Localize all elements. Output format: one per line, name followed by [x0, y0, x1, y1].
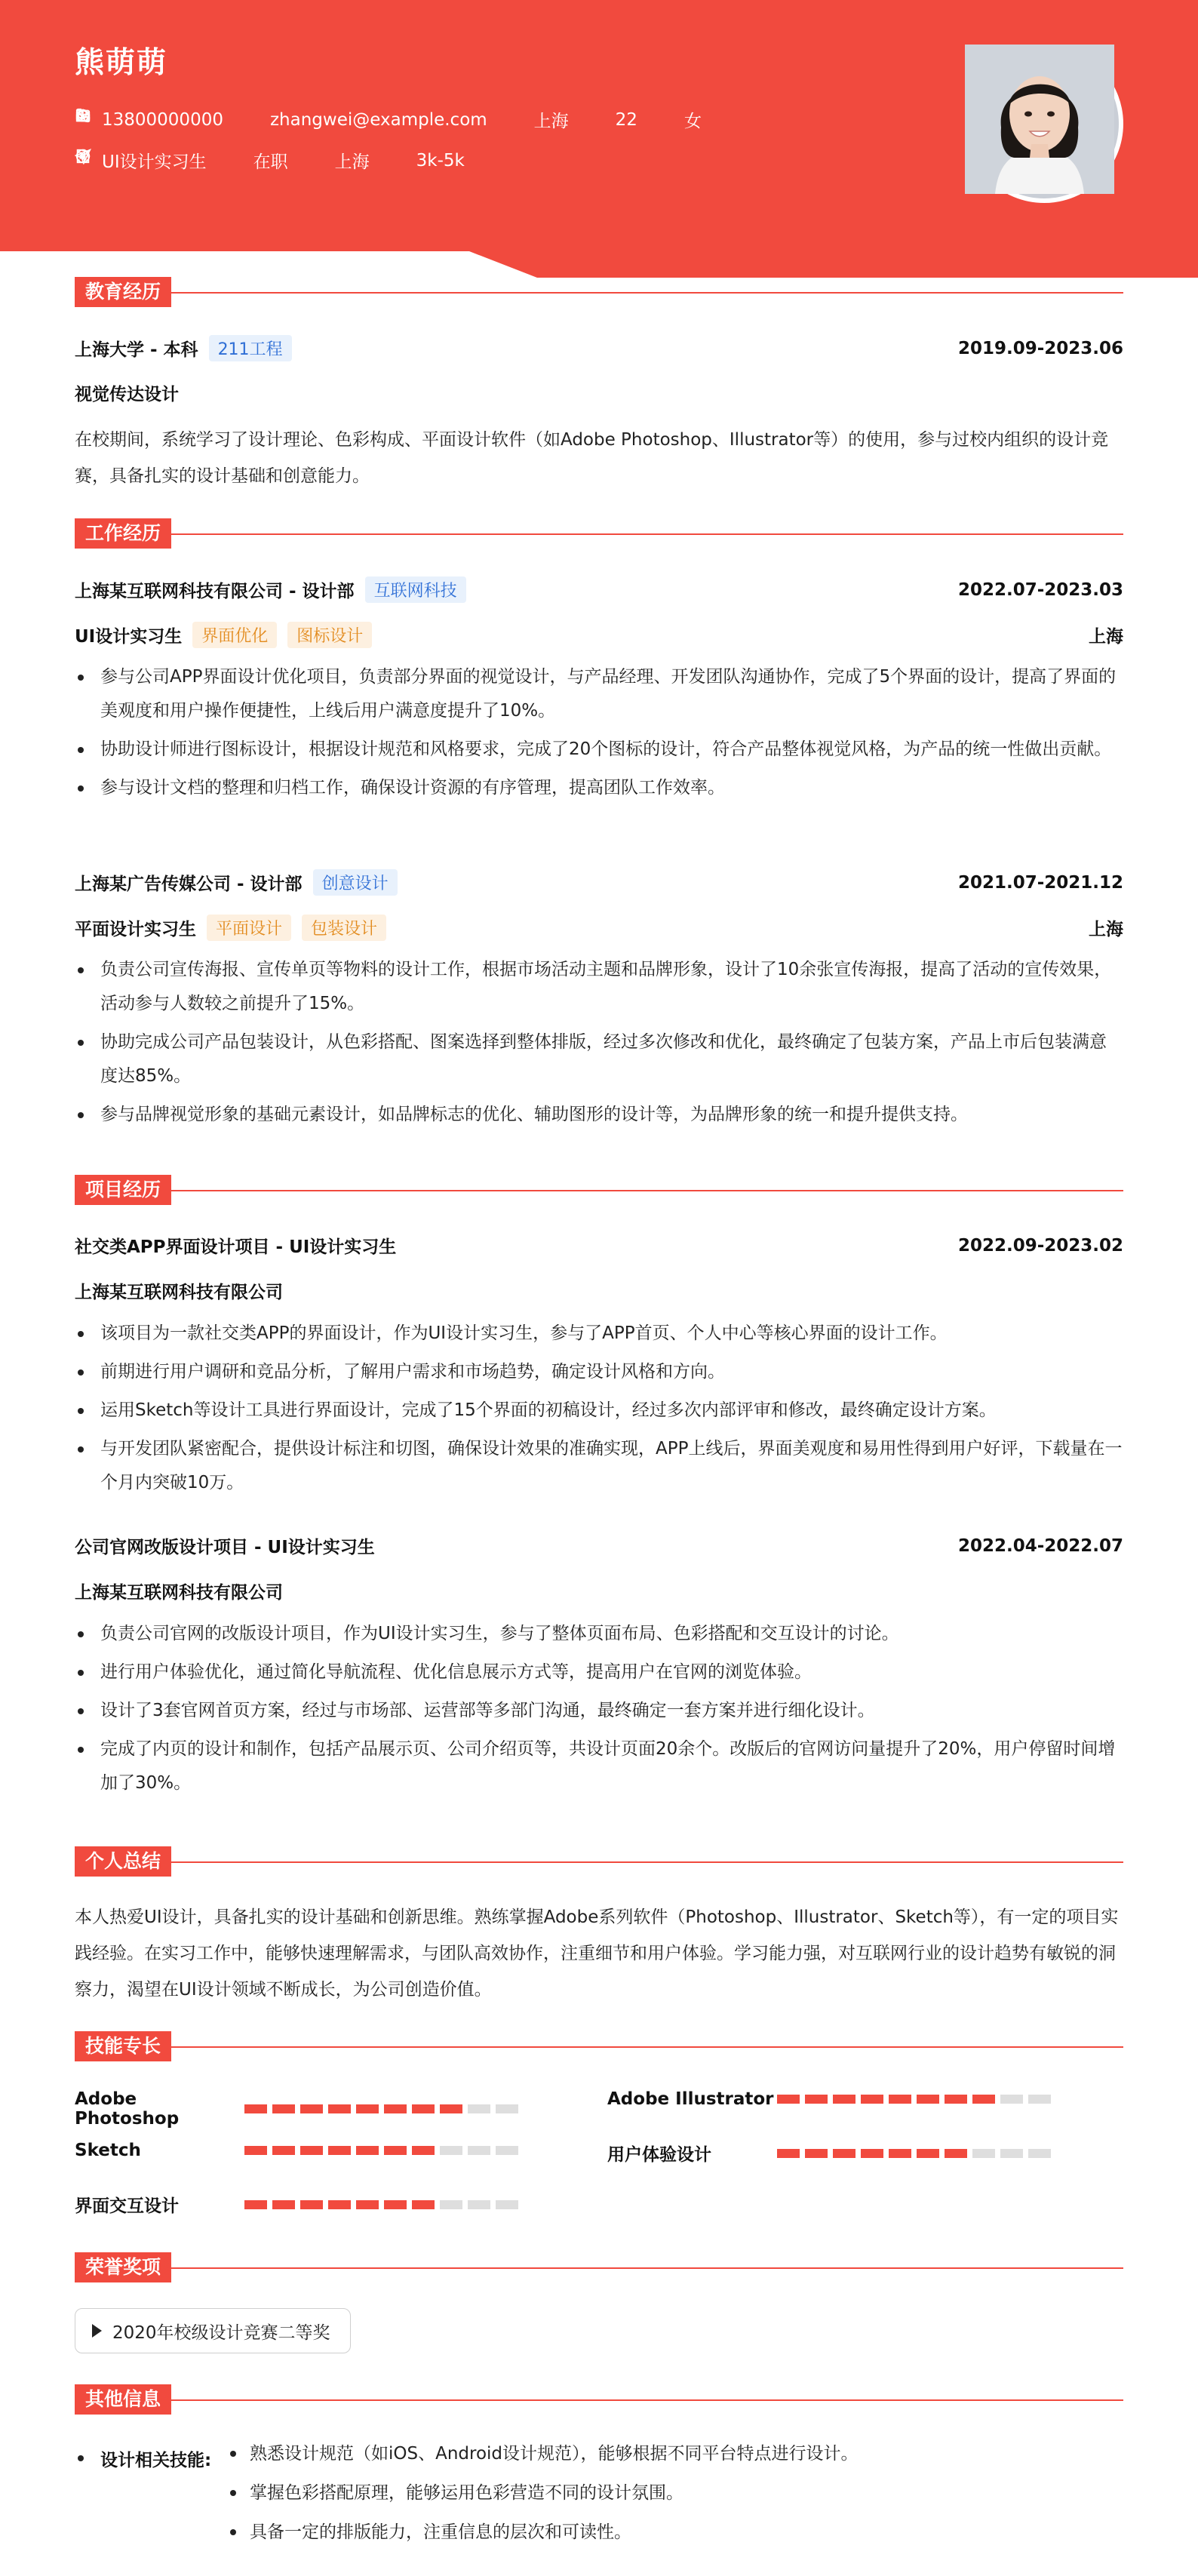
project-name: 公司官网改版设计项目 - UI设计实习生	[75, 1538, 375, 1557]
skill-segment-filled	[272, 2146, 295, 2155]
skill-name: Sketch	[75, 2141, 141, 2160]
section-title: 其他信息	[75, 2384, 171, 2415]
skill-segment-filled	[861, 2095, 883, 2104]
other-header	[75, 2384, 1123, 2415]
section-divider	[75, 1190, 1123, 1191]
list-item: 完成了内页的设计和制作，包括产品展示页、公司介绍页等，共设计页面20余个。改版后的官网访问量提升了20%，用户停留时间增加了30%。	[75, 1732, 1123, 1800]
section-title: 个人总结	[75, 1846, 171, 1877]
job-city: 上海	[1089, 627, 1123, 647]
skill-segment-empty	[496, 2200, 518, 2209]
list-item: 熟悉设计规范（如iOS、Android设计规范），能够根据不同平台特点进行设计。	[226, 2437, 859, 2470]
list-item: 具备一定的排版能力，注重信息的层次和可读性。	[226, 2516, 859, 2549]
other-section	[75, 2384, 1123, 2565]
status-text: 在职	[253, 152, 288, 172]
skill-segment-filled	[356, 2146, 379, 2155]
skill-segment-filled	[777, 2149, 800, 2158]
list-item: 进行用户体验优化，通过简化导航流程、优化信息展示方式等，提高用户在官网的浏览体验。	[75, 1655, 1123, 1689]
skill-segment-empty	[1000, 2095, 1023, 2104]
email-text: zhangwei@example.com	[269, 109, 487, 130]
job-city: 上海	[1089, 920, 1123, 939]
job-company-row	[75, 869, 1123, 896]
skill-name: 界面交互设计	[75, 2196, 179, 2216]
education-header	[75, 277, 1123, 307]
work-city-item	[308, 148, 370, 173]
skill-segment-filled	[300, 2146, 323, 2155]
skill-segment-filled	[945, 2095, 967, 2104]
job-role: 平面设计实习生	[75, 920, 196, 939]
school-tag: 211工程	[209, 335, 292, 361]
skill-segment-filled	[328, 2200, 351, 2209]
skill-segment-filled	[412, 2146, 435, 2155]
skill-segment-empty	[496, 2104, 518, 2113]
list-item: 该项目为一款社交类APP的界面设计，作为UI设计实习生，参与了APP首页、个人中心等核心界面的设计工作。	[75, 1317, 1123, 1351]
section-divider	[75, 533, 1123, 535]
project-name-row	[75, 1233, 1123, 1258]
gender-text: 女	[683, 112, 702, 131]
position-text: UI设计实习生	[102, 152, 207, 172]
age-item	[588, 110, 637, 130]
work-city-text: 上海	[334, 152, 370, 172]
avatar-photo	[969, 49, 1119, 198]
projects-header	[75, 1175, 1123, 1205]
job-role-row	[75, 915, 1123, 941]
skill-segment-filled	[889, 2095, 911, 2104]
awards-header	[75, 2252, 1123, 2282]
skill-item	[75, 2089, 524, 2129]
skill-segment-empty	[1000, 2149, 1023, 2158]
gender-item	[657, 107, 702, 132]
skill-segment-filled	[833, 2149, 855, 2158]
list-item: 参与设计文档的整理和归档工作，确保设计资源的有序管理，提高团队工作效率。	[75, 771, 1123, 805]
skill-segment-filled	[440, 2104, 462, 2113]
skill-segment-filled	[384, 2200, 407, 2209]
education-section	[75, 277, 1123, 496]
skill-segment-empty	[1028, 2095, 1051, 2104]
summary-section	[75, 1846, 1123, 2027]
skill-segment-filled	[833, 2095, 855, 2104]
home-icon	[507, 112, 524, 128]
award-text: 2020年校级设计竞赛二等奖	[112, 2322, 330, 2343]
job-role: UI设计实习生	[75, 627, 183, 647]
skills-header	[75, 2031, 1123, 2061]
skill-name: Adobe Photoshop	[75, 2089, 180, 2129]
skill-segment-filled	[384, 2104, 407, 2113]
skill-segment-empty	[440, 2146, 462, 2155]
phone-text: 13800000000	[102, 109, 223, 130]
money-icon	[389, 152, 406, 169]
work-header	[75, 518, 1123, 549]
skill-segment-filled	[412, 2200, 435, 2209]
section-divider	[75, 2046, 1123, 2048]
list-item: 协助设计师进行图标设计，根据设计规范和风格要求，完成了20个图标的设计，符合产品整体视觉风格，为产品的统一性做出贡献。	[75, 733, 1123, 767]
email-item	[243, 110, 487, 130]
section-title: 项目经历	[75, 1175, 171, 1205]
education-date: 2019.09-2023.06	[957, 338, 1123, 358]
awards-section	[75, 2252, 1123, 2358]
education-school-row	[75, 335, 1123, 361]
section-title: 教育经历	[75, 277, 171, 307]
skill-item	[75, 2192, 524, 2217]
building-icon	[308, 152, 324, 169]
job-date: 2022.07-2023.03	[957, 579, 1123, 600]
skill-segment-filled	[972, 2095, 995, 2104]
skill-level-bar	[777, 2149, 1056, 2158]
list-item: 负责公司宣传海报、宣传单页等物料的设计工作，根据市场活动主题和品牌形象，设计了10余张宣传海报，提高了活动的宣传效果，活动参与人数较之前提升了15%。	[75, 953, 1123, 1021]
position-item	[75, 148, 207, 173]
other-label: 设计相关技能:	[75, 2446, 211, 2471]
skill-segment-empty	[496, 2146, 518, 2155]
section-divider	[75, 2399, 1123, 2401]
skill-name: 用户体验设计	[607, 2145, 711, 2165]
skill-level-bar	[777, 2095, 1056, 2104]
company-tag: 创意设计	[313, 869, 398, 896]
list-item: 掌握色彩搭配原理，能够运用色彩营造不同的设计氛围。	[226, 2476, 859, 2510]
location-text: 上海	[533, 112, 569, 131]
skill-segment-filled	[272, 2104, 295, 2113]
job-bullets	[75, 953, 1123, 1136]
project-company-row	[75, 1578, 1123, 1603]
contact-row	[75, 107, 721, 132]
resume-header	[0, 0, 1198, 279]
work-section	[75, 518, 1123, 1145]
skill-segment-filled	[917, 2149, 939, 2158]
skill-segment-filled	[244, 2146, 267, 2155]
job-intent-row	[75, 148, 484, 173]
skill-level-bar	[244, 2146, 524, 2155]
award-item[interactable]	[75, 2308, 351, 2353]
skill-segment-filled	[244, 2104, 267, 2113]
skill-segment-filled	[861, 2149, 883, 2158]
skill-segment-filled	[945, 2149, 967, 2158]
list-item: 运用Sketch等设计工具进行界面设计，完成了15个界面的初稿设计，经过多次内部评审和修改，最终确定设计方案。	[75, 1394, 1123, 1428]
project-company: 上海某互联网科技有限公司	[75, 1283, 283, 1302]
projects-section	[75, 1175, 1123, 1824]
project-company: 上海某互联网科技有限公司	[75, 1583, 283, 1603]
role-tag: 图标设计	[287, 622, 372, 648]
role-tag: 界面优化	[192, 622, 277, 648]
section-divider	[75, 2267, 1123, 2269]
skill-segment-filled	[272, 2200, 295, 2209]
project-name-row	[75, 1533, 1123, 1558]
list-item: 参与品牌视觉形象的基础元素设计，如品牌标志的优化、辅助图形的设计等，为品牌形象的统一和提升提供支持。	[75, 1098, 1123, 1132]
skill-item	[607, 2141, 1056, 2166]
salary-text: 3k-5k	[416, 150, 465, 171]
summary-header	[75, 1846, 1123, 1877]
list-item: 负责公司官网的改版设计项目，作为UI设计实习生，参与了整体页面布局、色彩搭配和交互设计的讨论。	[75, 1617, 1123, 1651]
skill-segment-filled	[805, 2095, 828, 2104]
section-divider	[75, 1861, 1123, 1863]
list-item: 前期进行用户调研和竞品分析，了解用户需求和市场趋势，确定设计风格和方向。	[75, 1355, 1123, 1389]
job-company: 上海某互联网科技有限公司 - 设计部	[75, 582, 355, 601]
project-date: 2022.04-2022.07	[957, 1535, 1123, 1556]
skill-segment-filled	[244, 2200, 267, 2209]
other-list	[226, 2437, 859, 2555]
project-bullets	[75, 1617, 1123, 1805]
skill-item	[75, 2141, 524, 2160]
skill-segment-filled	[356, 2104, 379, 2113]
job-role-row	[75, 622, 1123, 648]
cake-icon	[588, 112, 605, 128]
role-tag: 包装设计	[302, 915, 386, 941]
project-bullets	[75, 1317, 1123, 1505]
skill-segment-filled	[300, 2200, 323, 2209]
skill-segment-empty	[972, 2149, 995, 2158]
skill-segment-empty	[468, 2146, 490, 2155]
skill-segment-filled	[300, 2104, 323, 2113]
mail-icon	[243, 112, 260, 128]
skill-segment-filled	[805, 2149, 828, 2158]
skill-level-bar	[244, 2200, 524, 2209]
skill-segment-filled	[328, 2104, 351, 2113]
section-title: 荣誉奖项	[75, 2252, 171, 2282]
skill-segment-filled	[917, 2095, 939, 2104]
skill-segment-filled	[777, 2095, 800, 2104]
status-item	[226, 148, 288, 173]
section-divider	[75, 292, 1123, 294]
section-title: 工作经历	[75, 518, 171, 549]
list-item: 与开发团队紧密配合，提供设计标注和切图，确保设计效果的准确实现，APP上线后，界面美观度和易用性得到用户好评，下载量在一个月内突破10万。	[75, 1432, 1123, 1500]
school-name: 上海大学 - 本科	[75, 340, 198, 360]
skill-segment-filled	[384, 2146, 407, 2155]
project-date: 2022.09-2023.02	[957, 1235, 1123, 1256]
company-tag: 互联网科技	[365, 576, 466, 603]
job-date: 2021.07-2021.12	[957, 872, 1123, 893]
skill-item	[607, 2089, 1056, 2109]
list-item: 协助完成公司产品包装设计，从色彩搭配、图案选择到整体排版，经过多次修改和优化，最终确定了包装方案，产品上市后包装满意度达85%。	[75, 1025, 1123, 1093]
location-item	[507, 107, 569, 132]
skill-segment-filled	[889, 2149, 911, 2158]
avatar	[965, 45, 1123, 203]
skill-segment-empty	[440, 2200, 462, 2209]
education-description: 在校期间，系统学习了设计理论、色彩构成、平面设计软件（如Adobe Photoshop、Illustrator等）的使用，参与过校内组织的设计竞赛，具备扎实的设计基础和创意能力。	[75, 430, 1109, 486]
job-company-row	[75, 576, 1123, 603]
skill-segment-empty	[1028, 2149, 1051, 2158]
section-title: 技能专长	[75, 2031, 171, 2061]
play-icon	[92, 2324, 102, 2338]
skill-level-bar	[244, 2104, 524, 2113]
skill-segment-empty	[468, 2200, 490, 2209]
gender-icon	[657, 112, 674, 128]
list-item: 设计了3套官网首页方案，经过与市场部、运营部等多部门沟通，最终确定一套方案并进行细化设计。	[75, 1694, 1123, 1728]
education-major-row	[75, 380, 1123, 405]
skill-segment-filled	[412, 2104, 435, 2113]
job-bullets	[75, 660, 1123, 810]
list-item: 参与公司APP界面设计优化项目，负责部分界面的视觉设计，与产品经理、开发团队沟通协作，完成了5个界面的设计，提高了界面的美观度和用户操作便捷性，上线后用户满意度提升了10%。	[75, 660, 1123, 728]
project-company-row	[75, 1278, 1123, 1303]
job-company: 上海某广告传媒公司 - 设计部	[75, 875, 303, 894]
skill-name: Adobe Illustrator	[607, 2089, 774, 2109]
candidate-name: 熊萌萌	[75, 46, 168, 80]
skill-segment-filled	[356, 2200, 379, 2209]
summary-text: 本人热爱UI设计，具备扎实的设计基础和创新思维。熟练掌握Adobe系列软件（Photoshop、Illustrator、Sketch等），有一定的项目实践经验。在实习工作中，能够快速理解需求，与团队高效协作，注重细节和用户体验。学习能力强，对互联网行业的设计趋势有敏锐的洞察力，渴望在UI设计领域不断成长，为公司创造价值。	[75, 1907, 1119, 2000]
skill-segment-empty	[468, 2104, 490, 2113]
age-text: 22	[615, 109, 637, 130]
skills-section	[75, 2031, 1123, 2220]
salary-item	[389, 151, 465, 171]
role-tag: 平面设计	[207, 915, 291, 941]
skill-segment-filled	[328, 2146, 351, 2155]
gear-icon	[226, 152, 243, 169]
project-name: 社交类APP界面设计项目 - UI设计实习生	[75, 1237, 397, 1257]
phone-item	[75, 110, 223, 130]
major-name: 视觉传达设计	[75, 385, 179, 404]
